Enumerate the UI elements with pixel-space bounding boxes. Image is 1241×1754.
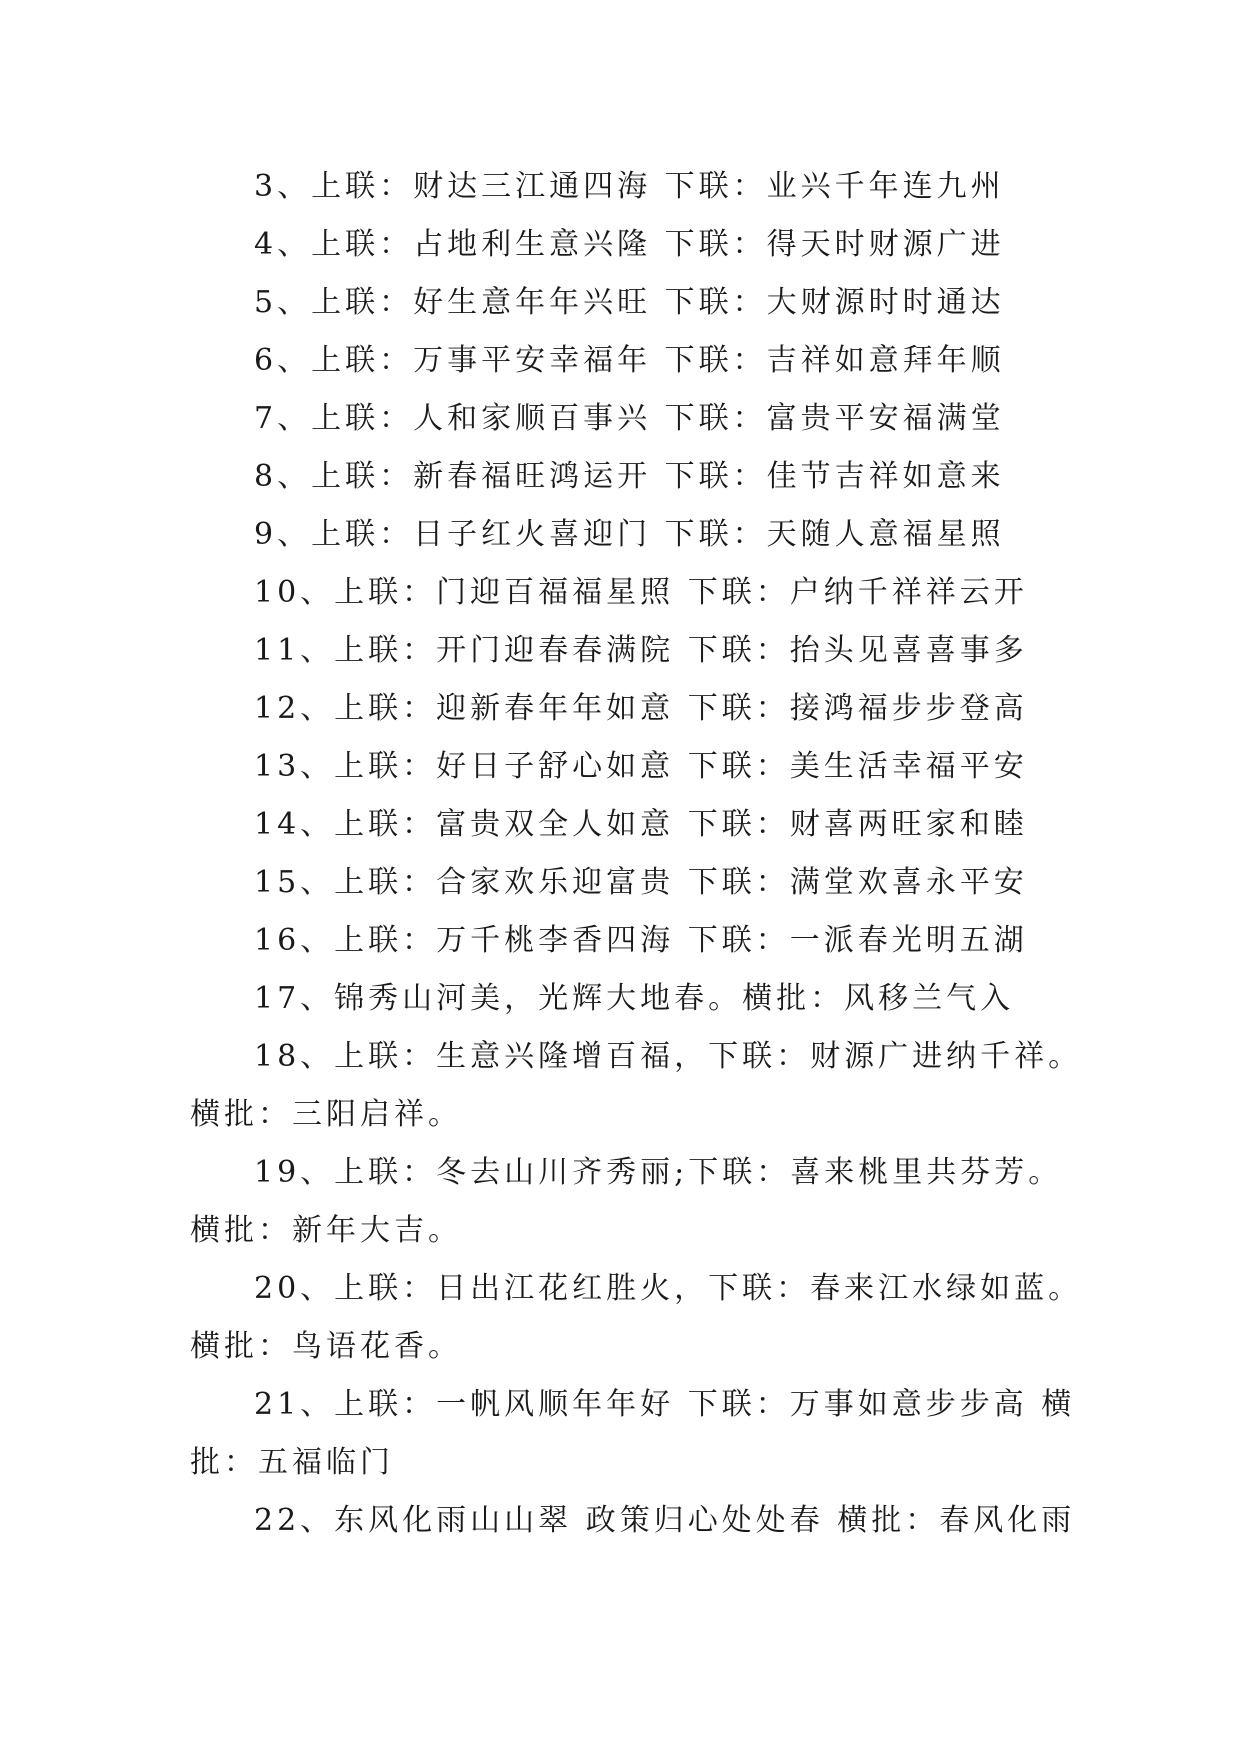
couplet-line-9: 9、上联：日子红火喜迎门 下联：天随人意福星照 — [254, 517, 1005, 552]
couplet-line-11: 11、上联：开门迎春春满院 下联：抬头见喜喜事多 — [254, 633, 1028, 668]
couplet-line-14: 14、上联：富贵双全人如意 下联：财喜两旺家和睦 — [254, 807, 1028, 842]
couplet-line-17: 17、锦秀山河美，光辉大地春。横批：风移兰气入 — [254, 981, 1015, 1016]
couplet-line-19-continued: 横批：新年大吉。 — [190, 1213, 462, 1248]
couplet-line-20: 20、上联：日出江花红胜火，下联：春来江水绿如蓝。 — [254, 1271, 1083, 1306]
couplet-line-19: 19、上联：冬去山川齐秀丽;下联：喜来桃里共芬芳。 — [254, 1155, 1063, 1190]
couplet-line-18-continued: 横批：三阳启祥。 — [190, 1097, 462, 1132]
couplet-list — [190, 158, 1090, 1550]
couplet-line-8: 8、上联：新春福旺鸿运开 下联：佳节吉祥如意来 — [254, 459, 1005, 494]
couplet-line-6: 6、上联：万事平安幸福年 下联：吉祥如意拜年顺 — [254, 343, 1005, 378]
couplet-line-21: 21、上联：一帆风顺年年好 下联：万事如意步步高 横 — [254, 1387, 1076, 1422]
couplet-line-10: 10、上联：门迎百福福星照 下联：户纳千祥祥云开 — [254, 575, 1028, 610]
couplet-line-18: 18、上联：生意兴隆增百福，下联：财源广进纳千祥。 — [254, 1039, 1083, 1074]
couplet-line-3: 3、上联：财达三江通四海 下联：业兴千年连九州 — [254, 169, 1005, 204]
couplet-line-22: 22、东风化雨山山翠 政策归心处处春 横批：春风化雨 — [254, 1503, 1076, 1538]
couplet-line-15: 15、上联：合家欢乐迎富贵 下联：满堂欢喜永平安 — [254, 865, 1028, 900]
couplet-line-5: 5、上联：好生意年年兴旺 下联：大财源时时通达 — [254, 285, 1005, 320]
couplet-line-13: 13、上联：好日子舒心如意 下联：美生活幸福平安 — [254, 749, 1028, 784]
couplet-line-4: 4、上联：占地利生意兴隆 下联：得天时财源广进 — [254, 227, 1005, 262]
couplet-line-16: 16、上联：万千桃李香四海 下联：一派春光明五湖 — [254, 923, 1028, 958]
couplet-line-21-continued: 批：五福临门 — [190, 1445, 394, 1480]
couplet-line-12: 12、上联：迎新春年年如意 下联：接鸿福步步登高 — [254, 691, 1028, 726]
couplet-line-7: 7、上联：人和家顺百事兴 下联：富贵平安福满堂 — [254, 401, 1005, 436]
couplet-line-20-continued: 横批：鸟语花香。 — [190, 1329, 462, 1364]
